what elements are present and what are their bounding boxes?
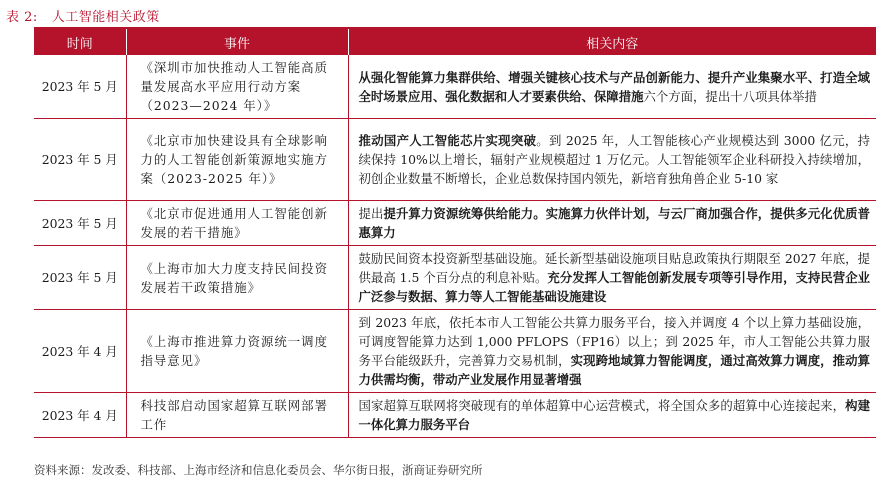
table-title: 人工智能相关政策	[51, 10, 160, 25]
header-time: 时间	[34, 29, 126, 55]
content-text: 六个方面，提出十八项具体举措	[643, 88, 817, 104]
table-row	[34, 55, 876, 119]
content-text: 。到 2025 年，人工智能核心产业规模达到 3000 亿元，持续保持 10%以上增长，辐射产业规模超过 1 万亿元。人工智能领军企业科研投入持续增加，初创企业数量不断增长，企业总数保持国内领先，新培育独角兽企业 5-10 家	[358, 133, 870, 186]
row-date: 2023 年 5 月	[34, 246, 126, 310]
row-date: 2023 年 4 月	[34, 393, 126, 438]
row-policy: 《北京市加快建设具有全球影响力的人工智能创新策源地实施方案（2023-2025 年）》	[126, 119, 348, 201]
row-policy: 科技部启动国家超算互联网部署工作	[126, 393, 348, 438]
source-note: 资料来源：发改委、科技部、上海市经济和信息化委员会、华尔街日报，浙商证券研究所	[34, 463, 483, 477]
row-date: 2023 年 5 月	[34, 55, 126, 119]
row-policy: 《深圳市加快推动人工智能高质量发展高水平应用行动方案（2023—2024 年）》	[126, 55, 348, 119]
row-content	[348, 310, 876, 393]
table-row	[34, 201, 876, 246]
table-header-row	[34, 29, 876, 55]
row-date: 2023 年 5 月	[34, 119, 126, 201]
policy-table	[34, 29, 876, 438]
table-row	[34, 119, 876, 201]
table-caption	[6, 6, 160, 25]
row-content	[348, 393, 876, 438]
row-content	[348, 201, 876, 246]
content-text: 国家超算互联网将突破现有的单体超算中心运营模式，将全国众多的超算中心连接起来，	[358, 398, 846, 413]
row-policy: 《上海市加大力度支持民间投资发展若干政策措施》	[126, 246, 348, 310]
table-number: 表 2:	[6, 10, 38, 25]
header-content: 相关内容	[348, 29, 876, 55]
row-content	[348, 119, 876, 201]
table-row	[34, 393, 876, 438]
content-text: 提出	[358, 206, 384, 221]
table-row	[34, 310, 876, 393]
content-bold: 充分发挥人工智能创新发展专项等引导作用，支持民营企业广泛参与数据、算力等人工智能基础设施建设	[358, 270, 870, 304]
row-content	[348, 55, 876, 119]
content-text: 到 2023 年底，依托本市人工智能公共算力服务平台，接入并调度 4 个以上算力基础设施，可调度智能算力达到 1,000 PFLOPS（FP16）以上；到 2025 年，市人工智能公共算力服务平台能级跃升，完善算力交易机制，	[358, 315, 870, 368]
header-event: 事件	[126, 29, 348, 55]
content-bold: 实现跨地域算力智能调度，通过高效算力调度，推动算力供需均衡，带动产业发展作用显著增强	[358, 353, 871, 387]
content-bold: 推动国产人工智能芯片实现突破	[358, 133, 537, 148]
table-row	[34, 246, 876, 310]
content-text: 鼓励民间资本投资新型基础设施。延长新型基础设施项目贴息政策执行期限至 2027 年底，提供最高 1.5 个百分点的利息补贴。	[358, 251, 870, 285]
row-date: 2023 年 4 月	[34, 310, 126, 393]
row-policy: 《上海市推进算力资源统一调度指导意见》	[126, 310, 348, 393]
row-policy: 《北京市促进通用人工智能创新发展的若干措施》	[126, 201, 348, 246]
row-content	[348, 246, 876, 310]
content-bold: 构建一体化算力服务平台	[358, 398, 871, 432]
content-bold: 提升算力资源统筹供给能力。实施算力伙伴计划，与云厂商加强合作，提供多元化优质普惠算力	[358, 206, 871, 240]
content-bold: 从强化智能算力集群供给、增强关键核心技术与产品创新能力、提升产业集聚水平、打造全域全时场景应用、强化数据和人才要素供给、保障措施	[358, 69, 870, 104]
row-date: 2023 年 5 月	[34, 201, 126, 246]
